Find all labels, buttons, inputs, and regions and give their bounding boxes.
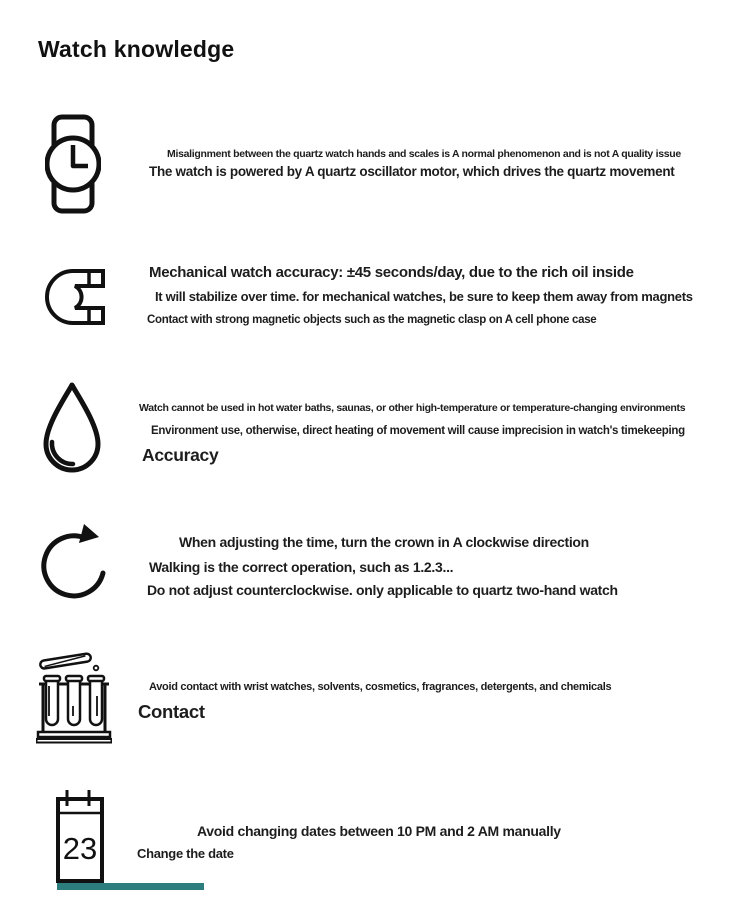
water-drop-icon — [39, 380, 105, 478]
text-line: Watch cannot be used in hot water baths, saunas, or other high-temperature or temperature-changing environments — [139, 402, 686, 414]
text-line: It will stabilize over time. for mechanical watches, be sure to keep them away from magnets — [155, 289, 693, 304]
text-line: Mechanical watch accuracy: ±45 seconds/day, due to the rich oil inside — [149, 264, 634, 281]
text-line: Change the date — [137, 846, 234, 861]
magnet-icon — [42, 268, 106, 326]
test-tubes-icon — [36, 648, 112, 744]
clockwise-arrow-icon — [38, 522, 110, 606]
text-line: Environment use, otherwise, direct heating of movement will cause imprecision in watch's timekeeping — [151, 425, 685, 437]
text-line: Contact — [138, 701, 205, 722]
text-line: Contact with strong magnetic objects such as the magnetic clasp on A cell phone case — [147, 314, 597, 326]
calendar-icon — [56, 790, 104, 884]
text-line: Do not adjust counterclockwise. only applicable to quartz two-hand watch — [147, 582, 618, 598]
text-line: Avoid contact with wrist watches, solvents, cosmetics, fragrances, detergents, and chemicals — [149, 681, 612, 693]
page-title: Watch knowledge — [38, 36, 235, 62]
text-line: Avoid changing dates between 10 PM and 2 AM manually — [197, 823, 561, 839]
text-line: Accuracy — [142, 445, 219, 465]
accent-bar — [57, 883, 204, 890]
calendar-day: 23 — [62, 831, 98, 866]
watch-icon — [45, 114, 101, 214]
text-line: Walking is the correct operation, such as 1.2.3... — [149, 559, 454, 575]
text-line: Misalignment between the quartz watch hands and scales is A normal phenomenon and is not A quality issue — [167, 148, 681, 160]
text-line: When adjusting the time, turn the crown in A clockwise direction — [179, 534, 589, 550]
text-line: The watch is powered by A quartz oscillator motor, which drives the quartz movement — [149, 164, 675, 179]
